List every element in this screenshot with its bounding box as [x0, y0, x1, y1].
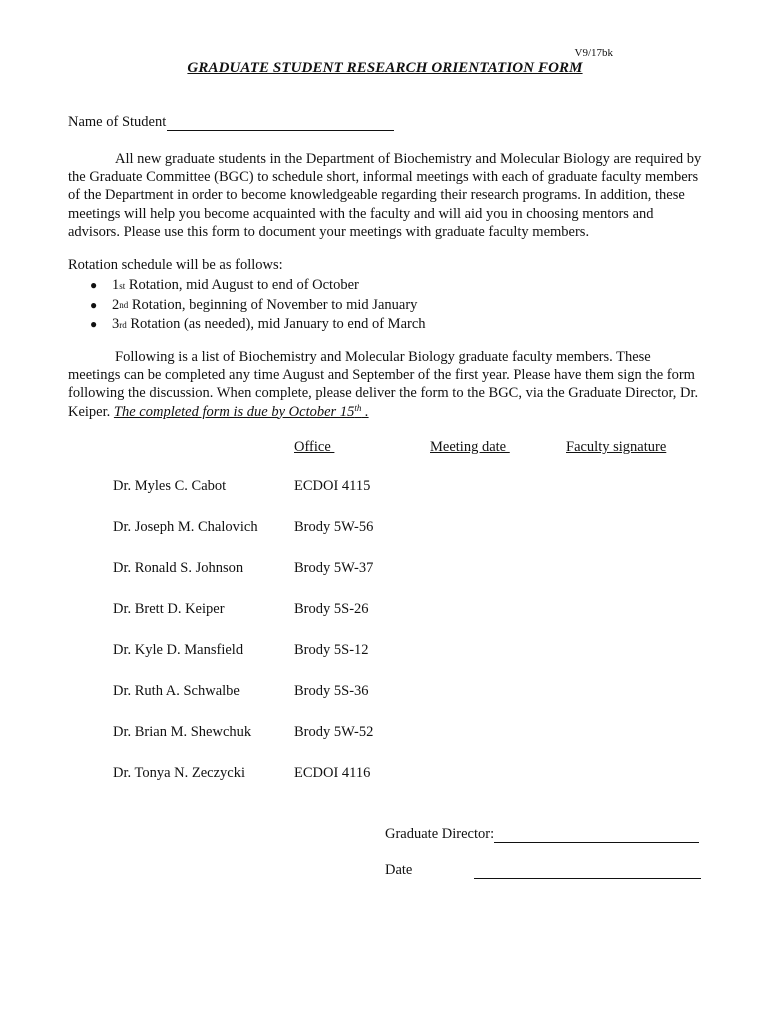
- bullet-icon: ●: [90, 297, 98, 312]
- faculty-name: Dr. Brian M. Shewchuk: [113, 724, 252, 740]
- rotation-intro: Rotation schedule will be as follows:: [68, 257, 283, 273]
- graduate-director-row: [385, 826, 699, 843]
- faculty-row: [113, 724, 613, 742]
- version-code: V9/17bk: [574, 47, 613, 59]
- faculty-row: [113, 560, 613, 578]
- date-row: [385, 862, 701, 879]
- faculty-row: [113, 519, 613, 537]
- faculty-name: Dr. Ruth A. Schwalbe: [113, 683, 240, 699]
- faculty-name: Dr. Joseph M. Chalovich: [113, 519, 258, 535]
- faculty-name: Dr. Tonya N. Zeczycki: [113, 765, 245, 781]
- rotation-number: 2: [112, 296, 120, 313]
- student-name-row: [68, 114, 394, 131]
- rotation-number: 3: [112, 316, 120, 333]
- rotation-item: ● 2 nd Rotation, beginning of November to mid January: [68, 296, 426, 316]
- faculty-row: [113, 478, 613, 496]
- faculty-row: [113, 765, 613, 783]
- column-header-meeting-date: Meeting date: [430, 439, 510, 455]
- bullet-icon: ●: [90, 278, 98, 293]
- faculty-office: ECDOI 4115: [294, 478, 371, 494]
- faculty-office: Brody 5S-12: [294, 642, 369, 658]
- intro-paragraph-text: All new graduate students in the Department of Biochemistry and Molecular Biology are required by the Graduate Committee (BGC) to schedule short, informal meetings with each of graduate faculty members of the Department in order to become knowledgeable regarding their research programs. In addition, these meetings will help you become acquainted with the faculty and will aid you in choosing mentors and advisors. Please use this form to document your meetings with graduate faculty members.: [68, 151, 702, 240]
- faculty-name: Dr. Brett D. Keiper: [113, 601, 225, 617]
- date-blank[interactable]: [474, 864, 701, 879]
- form-title: GRADUATE STUDENT RESEARCH ORIENTATION FORM: [187, 60, 583, 76]
- bullet-icon: ●: [90, 317, 98, 332]
- student-name-blank[interactable]: [167, 116, 394, 131]
- faculty-office: Brody 5S-26: [294, 601, 369, 617]
- faculty-office: ECDOI 4116: [294, 765, 371, 781]
- rotation-text: Rotation (as needed), mid January to end of March: [126, 316, 426, 333]
- column-header-faculty-signature: Faculty signature: [566, 439, 667, 455]
- due-date-text: [114, 404, 369, 420]
- rotation-item: ● 3 rd Rotation (as needed), mid January to end of March: [68, 315, 426, 335]
- rotation-list: [68, 276, 426, 335]
- column-header-office: Office: [294, 439, 335, 455]
- date-label: Date: [385, 862, 413, 878]
- faculty-office: Brody 5W-37: [294, 560, 374, 576]
- faculty-name: Dr. Ronald S. Johnson: [113, 560, 244, 576]
- faculty-paragraph: [68, 348, 706, 421]
- faculty-row: [113, 601, 613, 619]
- rotation-item: ● 1 st Rotation, mid August to end of October: [68, 276, 426, 296]
- faculty-office: Brody 5W-52: [294, 724, 374, 740]
- faculty-office: Brody 5W-56: [294, 519, 374, 535]
- faculty-row: [113, 683, 613, 701]
- graduate-director-label: Graduate Director:: [385, 826, 495, 842]
- faculty-row: [113, 642, 613, 660]
- faculty-name: Dr. Myles C. Cabot: [113, 478, 227, 494]
- faculty-paragraph-text: Following is a list of Biochemistry and Molecular Biology graduate faculty members. These meetings can be completed any time August and September of the first year. Please have them sign the form following the discussion. When complete, please deliver the form to the BGC, via the Graduate Director, Dr. Keiper.: [68, 349, 699, 420]
- due-date-main: The completed form is due by October 15: [113, 403, 355, 420]
- faculty-name: Dr. Kyle D. Mansfield: [113, 642, 244, 658]
- graduate-director-signature-blank[interactable]: [494, 828, 699, 843]
- rotation-text: Rotation, beginning of November to mid January: [128, 296, 418, 313]
- due-date-end: .: [361, 403, 369, 420]
- faculty-office: Brody 5S-36: [294, 683, 369, 699]
- due-date-ordinal: th: [354, 402, 362, 413]
- student-name-label: Name of Student: [68, 114, 167, 130]
- intro-paragraph: [68, 150, 706, 241]
- rotation-number: 1: [112, 277, 120, 294]
- rotation-text: Rotation, mid August to end of October: [125, 277, 359, 294]
